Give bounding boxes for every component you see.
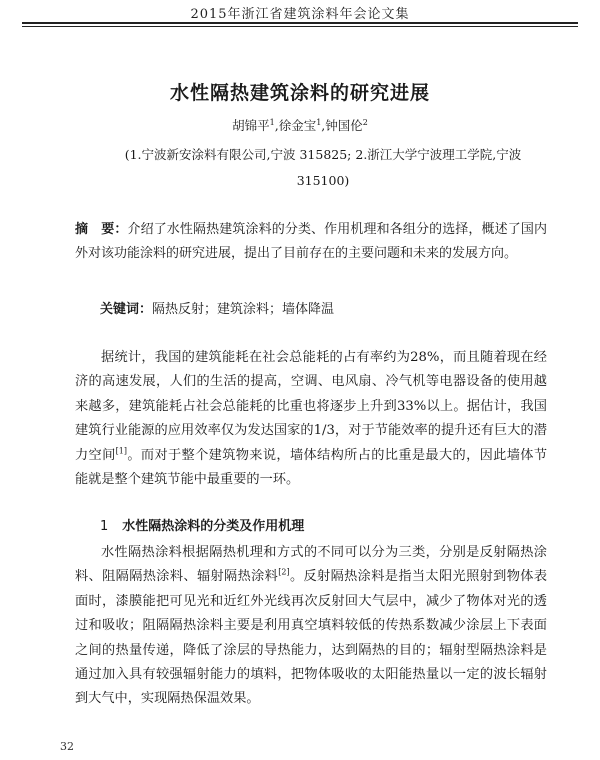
- body-paragraph: [75, 541, 547, 712]
- section-heading: [100, 515, 304, 534]
- author-name: 胡锦平: [232, 118, 270, 133]
- citation: [1]: [115, 446, 127, 456]
- affiliation-mark: 1: [269, 117, 275, 127]
- citation: [2]: [278, 568, 290, 578]
- keywords-text: 隔热反射；建筑涂料；墙体降温: [152, 302, 335, 317]
- section-number: 1: [100, 519, 109, 534]
- running-header: 2015年浙江省建筑涂料年会论文集: [190, 7, 410, 22]
- keywords: [100, 298, 540, 322]
- paragraph-text: 。而对于整个建筑物来说，墙体结构所占的比重是最大的，因此墙体节能就是整个建筑节能中最重要的一环。: [75, 447, 548, 488]
- abstract-text: 介绍了水性隔热建筑涂料的分类、作用机理和各组分的选择，概述了国内外对该功能涂料的研究进展，提出了目前存在的主要问题和未来的发展方向。: [75, 222, 547, 261]
- abstract-label: 摘 要：: [75, 222, 128, 237]
- header-rule: [22, 22, 578, 24]
- affiliation-mark: 2: [362, 117, 368, 127]
- body-paragraph: [75, 346, 547, 492]
- paragraph-text: 据统计，我国的建筑能耗在社会总能耗的占有率约为28%，而且随着现在经济的高速发展，人们的生活的提高，空调、电风扇、冷气机等电器设备的使用越来越多，建筑能耗占社会总能耗的比重也将逐步上升到33%以上。据估计，我国建筑行业能源的应用效率仅为发达国家的1/3，对于节能效率的提升还有巨大的潜力空间: [75, 350, 547, 463]
- author-name: 徐金宝: [278, 118, 317, 133]
- header-rule-thin: [22, 26, 578, 27]
- paragraph-text: 水性隔热涂料根据隔热机理和方式的不同可以分为三类，分别是反射隔热涂料、阻隔隔热涂料、辐射隔热涂料: [75, 545, 547, 585]
- affiliation-mark: 1: [316, 117, 322, 127]
- paragraph-text: 。反射隔热涂料是指当太阳光照射到物体表面时，漆膜能把可见光和近红外光线再次反射回大气层中，减少了物体对光的透过和吸收；阻隔隔热涂料主要是利用真空填料较低的传热系数减少涂层上下表面之间的热量传递，降低了涂层的导热能力，达到隔热的目的；辐射型隔热涂料是通过加入具有较强辐射能力的填料，把物体吸收的太阳能热量以一定的波长辐射到大气中，实现隔热保温效果。: [75, 569, 548, 707]
- section-title: 水性隔热涂料的分类及作用机理: [122, 519, 305, 534]
- paper-title: 水性隔热建筑涂料的研究进展: [169, 82, 430, 104]
- author-line: 胡锦平$^1$,徐金宝$^1$,钟国伦$^2$: [232, 117, 368, 133]
- page-number: 32: [60, 740, 74, 753]
- keywords-label: 关键词：: [100, 302, 153, 317]
- abstract: [75, 218, 547, 266]
- affiliation: (1.宁波新安涂料有限公司,宁波 315825; 2.浙江大学宁波理工学院,宁波 315100): [124, 147, 522, 188]
- author-name: 钟国伦: [325, 118, 363, 133]
